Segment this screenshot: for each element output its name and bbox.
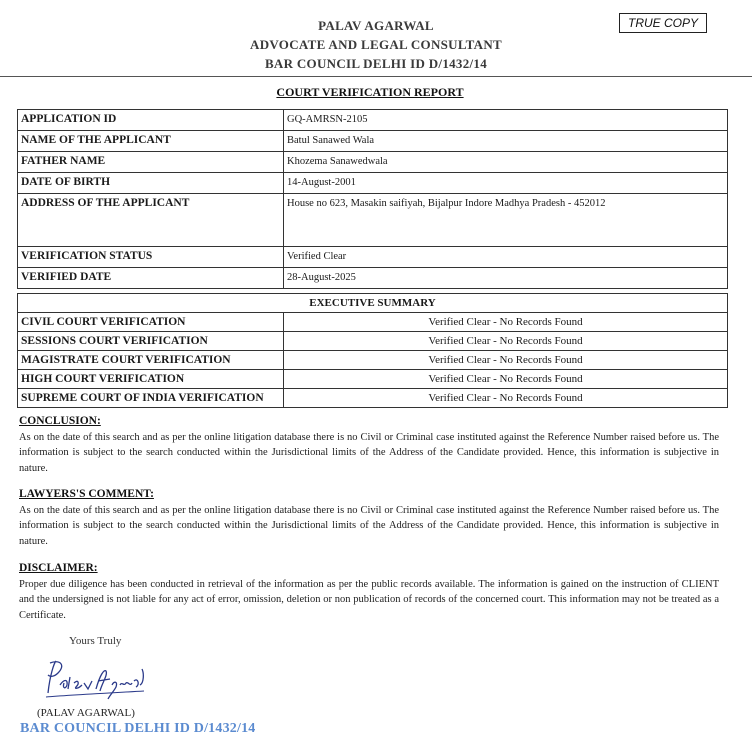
court-result: Verified Clear - No Records Found bbox=[284, 389, 728, 408]
table-row bbox=[18, 152, 728, 173]
closing-salutation: Yours Truly bbox=[69, 635, 122, 647]
court-label: HIGH COURT VERIFICATION bbox=[18, 370, 284, 389]
executive-summary-table bbox=[17, 293, 728, 408]
table-header-row bbox=[18, 294, 728, 313]
detail-value: Verified Clear bbox=[284, 247, 728, 268]
disclaimer-section bbox=[19, 561, 719, 623]
court-label: SESSIONS COURT VERIFICATION bbox=[18, 332, 284, 351]
detail-label: VERIFICATION STATUS bbox=[18, 247, 284, 268]
court-result: Verified Clear - No Records Found bbox=[284, 332, 728, 351]
detail-label: ADDRESS OF THE APPLICANT bbox=[18, 194, 284, 247]
lawyers-comment-section bbox=[19, 487, 719, 549]
signature-icon bbox=[40, 655, 152, 703]
detail-value: Batul Sanawed Wala bbox=[284, 131, 728, 152]
detail-label: VERIFIED DATE bbox=[18, 268, 284, 289]
conclusion-section bbox=[19, 414, 719, 476]
true-copy-stamp: TRUE COPY bbox=[619, 13, 707, 33]
advocate-role: ADVOCATE AND LEGAL CONSULTANT bbox=[250, 37, 502, 52]
detail-value: 28-August-2025 bbox=[284, 268, 728, 289]
detail-value: GQ-AMRSN-2105 bbox=[284, 110, 728, 131]
conclusion-title: CONCLUSION: bbox=[19, 415, 101, 427]
court-result: Verified Clear - No Records Found bbox=[284, 351, 728, 370]
court-label: MAGISTRATE COURT VERIFICATION bbox=[18, 351, 284, 370]
applicant-details-table bbox=[17, 109, 728, 289]
detail-value: House no 623, Masakin saifiyah, Bijalpur Indore Madhya Pradesh - 452012 bbox=[284, 194, 728, 247]
summary-heading: EXECUTIVE SUMMARY bbox=[18, 294, 728, 313]
handwritten-signature bbox=[40, 655, 152, 708]
detail-label: APPLICATION ID bbox=[18, 110, 284, 131]
table-row bbox=[18, 370, 728, 389]
court-label: CIVIL COURT VERIFICATION bbox=[18, 313, 284, 332]
court-result: Verified Clear - No Records Found bbox=[284, 313, 728, 332]
table-row bbox=[18, 173, 728, 194]
conclusion-text: As on the date of this search and as per the online litigation database there is no Civil or Criminal case instituted against the Reference Number raised before us. The information is subject to the search conducted within the Jurisdictional limits of the Address of the Candidate provided. Hence, this information is subjective in nature. bbox=[19, 431, 719, 474]
court-label: SUPREME COURT OF INDIA VERIFICATION bbox=[18, 389, 284, 408]
signatory-bar-id: BAR COUNCIL DELHI ID D/1432/14 bbox=[20, 721, 256, 736]
lawyers-comment-title: LAWYERS'S COMMENT: bbox=[19, 488, 154, 500]
table-row bbox=[18, 389, 728, 408]
detail-label: NAME OF THE APPLICANT bbox=[18, 131, 284, 152]
table-row bbox=[18, 313, 728, 332]
lawyers-comment-text: As on the date of this search and as per the online litigation database there is no Civil or Criminal case instituted against the Reference Number raised before us. The information is subject to the search conducted within the Jurisdictional limits of the Address of the Candidate provided. Hence, this information is subjective in nature. bbox=[19, 504, 719, 547]
court-result: Verified Clear - No Records Found bbox=[284, 370, 728, 389]
detail-value: 14-August-2001 bbox=[284, 173, 728, 194]
table-row bbox=[18, 268, 728, 289]
disclaimer-text: Proper due diligence has been conducted in retrieval of the information as per the public records available. The information is gained on the instruction of CLIENT and the undersigned is not liable for any act of error, omission, deletion or non publication of records of the concerned court. This information may not be treated as a Certificate. bbox=[19, 578, 719, 621]
advocate-bar-id: BAR COUNCIL DELHI ID D/1432/14 bbox=[264, 56, 488, 71]
table-row bbox=[18, 194, 728, 247]
report-title: COURT VERIFICATION REPORT bbox=[276, 85, 464, 99]
table-row bbox=[18, 110, 728, 131]
table-row bbox=[18, 247, 728, 268]
table-row bbox=[18, 332, 728, 351]
table-row bbox=[18, 131, 728, 152]
signatory-name: (PALAV AGARWAL) bbox=[37, 707, 135, 719]
table-row bbox=[18, 351, 728, 370]
disclaimer-title: DISCLAIMER: bbox=[19, 562, 98, 574]
detail-label: DATE OF BIRTH bbox=[18, 173, 284, 194]
advocate-name: PALAV AGARWAL bbox=[318, 18, 434, 33]
detail-value: Khozema Sanawedwala bbox=[284, 152, 728, 173]
header-divider bbox=[0, 76, 752, 77]
detail-label: FATHER NAME bbox=[18, 152, 284, 173]
